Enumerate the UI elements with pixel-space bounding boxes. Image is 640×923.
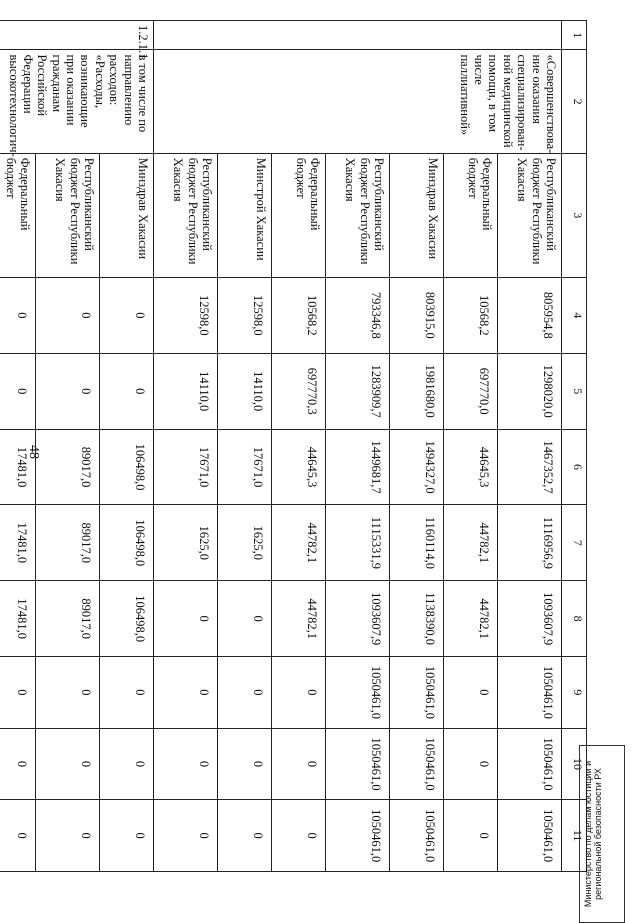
value-cell: 0 [154,800,218,872]
value-cell: 805954,8 [498,277,562,353]
value-cell: 0 [444,800,498,872]
row-code [154,21,562,50]
value-cell: 0 [154,581,218,657]
value-cell: 0 [36,277,100,353]
table-row [498,21,562,872]
funding-source: Минздрав Хакасии [390,153,444,277]
value-cell: 17481,0 [0,429,36,505]
value-cell: 0 [272,800,326,872]
funding-source: Минздрав Хакасии [100,153,154,277]
value-cell: 1050461,0 [326,657,390,729]
value-cell: 0 [100,657,154,729]
header-row [562,21,587,872]
value-cell: 44645,3 [272,429,326,505]
value-cell: 1116956,9 [498,505,562,581]
value-cell: 0 [36,353,100,429]
value-cell: 0 [0,657,36,729]
value-cell: 44645,3 [444,429,498,505]
value-cell: 0 [154,728,218,800]
value-cell: 1093607,9 [498,581,562,657]
funding-source: Республиканский бюджет Республики Хакасия [326,153,390,277]
value-cell: 803915,0 [390,277,444,353]
value-cell: 17671,0 [154,429,218,505]
column-number: 3 [562,153,587,277]
value-cell: 1283909,7 [326,353,390,429]
value-cell: 0 [272,657,326,729]
funding-source: Республиканский бюджет Республики Хакасия [36,153,100,277]
funding-source: Федеральный бюджет [272,153,326,277]
funding-source: Федеральный бюджет [444,153,498,277]
value-cell: 106498,0 [100,581,154,657]
column-number: 9 [562,657,587,729]
value-cell: 0 [218,581,272,657]
value-cell: 0 [0,800,36,872]
value-cell: 0 [100,800,154,872]
value-cell: 1050461,0 [390,728,444,800]
value-cell: 44782,1 [444,581,498,657]
value-cell: 1115331,9 [326,505,390,581]
value-cell: 106498,0 [100,505,154,581]
rotated-table-wrapper [3,20,587,872]
value-cell: 89017,0 [36,429,100,505]
column-number: 6 [562,429,587,505]
row-name: в том числе по направлению расходов: «Расходы, возникающие при оказании гражданам Российской Федерации высокотехнологич- [0,50,154,153]
value-cell: 1050461,0 [498,657,562,729]
value-cell: 1050461,0 [390,657,444,729]
value-cell: 0 [218,728,272,800]
value-cell: 1160114,0 [390,505,444,581]
value-cell: 0 [154,657,218,729]
value-cell: 1050461,0 [326,728,390,800]
value-cell: 0 [36,728,100,800]
funding-source: Республиканский бюджет Республики Хакасия [498,153,562,277]
value-cell: 17671,0 [218,429,272,505]
value-cell: 14110,0 [218,353,272,429]
value-cell: 10568,2 [444,277,498,353]
value-cell: 10568,2 [272,277,326,353]
column-number: 7 [562,505,587,581]
value-cell: 106498,0 [100,429,154,505]
funding-source: Республиканский бюджет Республики Хакасия [154,153,218,277]
value-cell: 0 [0,353,36,429]
row-code: 1.2.1.1 [0,21,154,50]
page-number: 48 [26,445,41,459]
value-cell: 1050461,0 [498,800,562,872]
value-cell: 1449681,7 [326,429,390,505]
value-cell: 17481,0 [0,581,36,657]
value-cell: 1093607,9 [326,581,390,657]
value-cell: 14110,0 [154,353,218,429]
value-cell: 1494327,0 [390,429,444,505]
value-cell: 0 [0,728,36,800]
value-cell: 1625,0 [154,505,218,581]
registration-stamp: Министерство по делам юстиции и региональной безопасности РХ [579,745,625,923]
funding-source: Федеральный бюджет [0,153,36,277]
value-cell: 44782,1 [272,505,326,581]
budget-table [0,20,587,872]
value-cell: 0 [36,800,100,872]
value-cell: 0 [100,353,154,429]
value-cell: 17481,0 [0,505,36,581]
value-cell: 0 [100,277,154,353]
value-cell: 0 [444,728,498,800]
value-cell: 12598,0 [154,277,218,353]
funding-source: Минстрой Хакасии [218,153,272,277]
value-cell: 0 [100,728,154,800]
column-number: 2 [562,50,587,153]
value-cell: 1050461,0 [390,800,444,872]
value-cell: 697770,0 [444,353,498,429]
column-number: 5 [562,353,587,429]
value-cell: 1050461,0 [498,728,562,800]
value-cell: 0 [0,277,36,353]
value-cell: 1298020,0 [498,353,562,429]
value-cell: 0 [36,657,100,729]
column-number: 4 [562,277,587,353]
value-cell: 1050461,0 [326,800,390,872]
column-number: 10 [562,728,587,800]
value-cell: 0 [444,657,498,729]
value-cell: 1138390,0 [390,581,444,657]
value-cell: 1625,0 [218,505,272,581]
value-cell: 12598,0 [218,277,272,353]
column-number: 8 [562,581,587,657]
value-cell: 1981680,0 [390,353,444,429]
table-row [100,21,154,872]
row-name: «Совершенствова-ние оказания специализирован-ной медицинской помощи, в том числе паллиативной» [154,50,562,153]
column-number: 1 [562,21,587,50]
value-cell: 793346,8 [326,277,390,353]
value-cell: 89017,0 [36,505,100,581]
value-cell: 44782,1 [444,505,498,581]
value-cell: 0 [272,728,326,800]
value-cell: 89017,0 [36,581,100,657]
value-cell: 0 [218,657,272,729]
column-number: 11 [562,800,587,872]
value-cell: 1467352,7 [498,429,562,505]
value-cell: 0 [218,800,272,872]
value-cell: 44782,1 [272,581,326,657]
value-cell: 697770,3 [272,353,326,429]
